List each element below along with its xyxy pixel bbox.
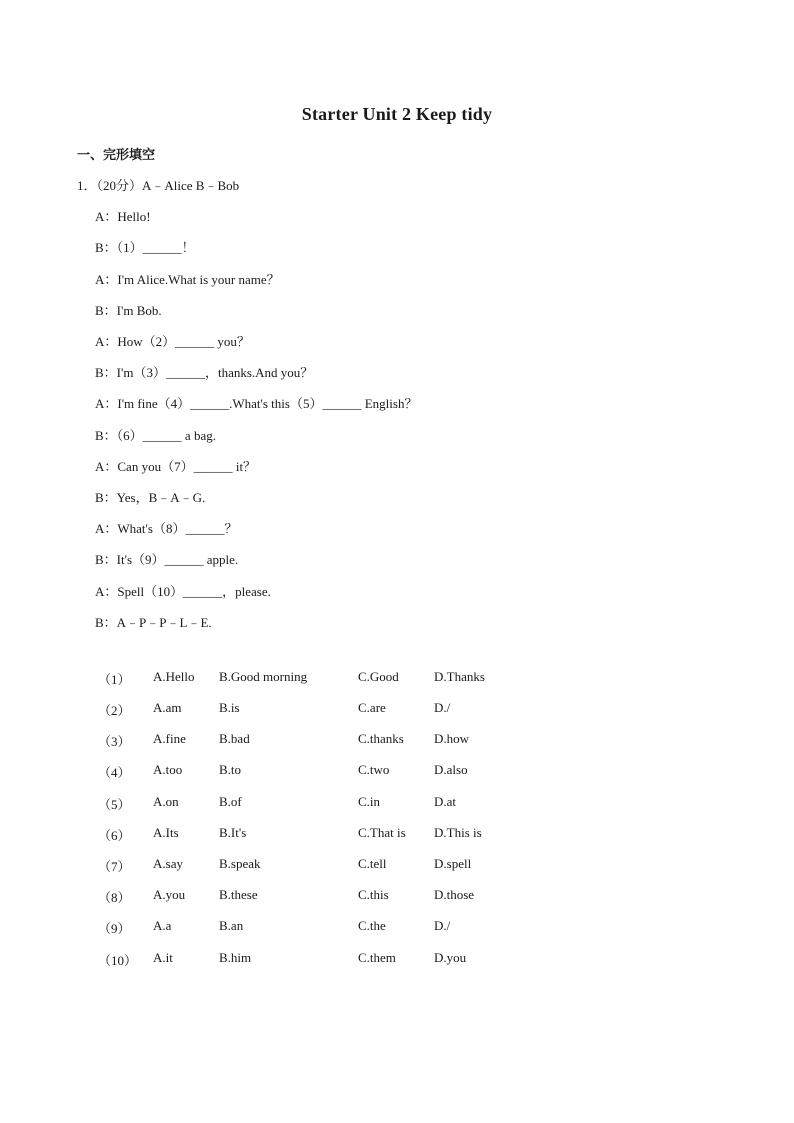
option-d: D.how: [434, 731, 470, 746]
option-c: C.are: [358, 700, 386, 715]
option-b: B.to: [219, 762, 242, 777]
option-d: D.you: [434, 950, 467, 965]
dialogue-line: B：I'm（3）______，thanks.And you？: [95, 365, 314, 380]
option-a: A.say: [153, 856, 183, 871]
option-b: B.speak: [219, 856, 261, 871]
section-heading: 一、完形填空: [77, 147, 156, 162]
option-d: D.also: [434, 762, 468, 777]
option-row: [98, 762, 578, 780]
item-number: （1）: [98, 672, 131, 687]
option-b: B.bad: [219, 731, 250, 746]
option-d: D.This is: [434, 825, 482, 840]
question-header: 1．（20分）A﹣Alice B﹣Bob: [77, 178, 240, 193]
option-row: [98, 731, 578, 749]
option-c: C.two: [358, 762, 390, 777]
item-number: （6）: [98, 828, 131, 843]
option-d: D.Thanks: [434, 669, 485, 684]
option-row: [98, 918, 578, 936]
dialogue-line: A：Spell（10）______，please.: [95, 584, 271, 599]
dialogue-line: A：Can you（7）______ it？: [95, 459, 257, 474]
option-a: A.am: [153, 700, 182, 715]
item-number: （10）: [98, 953, 138, 968]
option-b: B.It's: [219, 825, 247, 840]
option-row: [98, 887, 578, 905]
dialogue-line: B：（1）______！: [95, 240, 195, 255]
option-d: D.those: [434, 887, 475, 902]
option-a: A.it: [153, 950, 173, 965]
item-number: （2）: [98, 703, 131, 718]
dialogue-line: B：（6）______ a bag.: [95, 428, 216, 443]
item-number: （9）: [98, 921, 131, 936]
option-row: [98, 856, 578, 874]
dialogue-line: A：Hello!: [95, 209, 151, 224]
option-a: A.on: [153, 794, 179, 809]
dialogue-line: A：I'm Alice.What is your name？: [95, 272, 280, 287]
option-row: [98, 950, 578, 968]
dialogue-line: A：How（2）______ you？: [95, 334, 250, 349]
item-number: （4）: [98, 765, 131, 780]
dialogue-line: B：Yes，B﹣A﹣G.: [95, 490, 206, 505]
item-number: （3）: [98, 734, 131, 749]
option-row: [98, 669, 578, 687]
option-c: C.Good: [358, 669, 399, 684]
dialogue-line: A：What's（8）______？: [95, 521, 238, 536]
option-c: C.thanks: [358, 731, 404, 746]
option-b: B.an: [219, 918, 244, 933]
option-row: [98, 700, 578, 718]
option-row: [98, 825, 578, 843]
option-b: B.Good morning: [219, 669, 308, 684]
option-a: A.fine: [153, 731, 186, 746]
option-b: B.these: [219, 887, 258, 902]
item-number: （5）: [98, 797, 131, 812]
option-a: A.Hello: [153, 669, 195, 684]
option-b: B.him: [219, 950, 252, 965]
dialogue-line: B：It's（9）______ apple.: [95, 552, 239, 567]
item-number: （7）: [98, 859, 131, 874]
option-a: A.a: [153, 918, 172, 933]
option-a: A.too: [153, 762, 183, 777]
dialogue-line: B：A﹣P﹣P﹣L﹣E.: [95, 615, 212, 630]
option-c: C.the: [358, 918, 386, 933]
option-b: B.is: [219, 700, 240, 715]
option-c: C.That is: [358, 825, 406, 840]
page-title: Starter Unit 2 Keep tidy: [301, 104, 493, 124]
option-d: D./: [434, 918, 451, 933]
option-a: A.you: [153, 887, 186, 902]
option-c: C.tell: [358, 856, 387, 871]
option-d: D.at: [434, 794, 457, 809]
option-d: D.spell: [434, 856, 472, 871]
option-d: D./: [434, 700, 451, 715]
option-c: C.in: [358, 794, 381, 809]
dialogue-line: B：I'm Bob.: [95, 303, 162, 318]
dialogue-line: A：I'm fine（4）______.What's this（5）______ English？: [95, 396, 418, 411]
option-c: C.this: [358, 887, 389, 902]
item-number: （8）: [98, 890, 131, 905]
option-row: [98, 794, 578, 812]
option-b: B.of: [219, 794, 242, 809]
option-a: A.Its: [153, 825, 179, 840]
option-c: C.them: [358, 950, 396, 965]
